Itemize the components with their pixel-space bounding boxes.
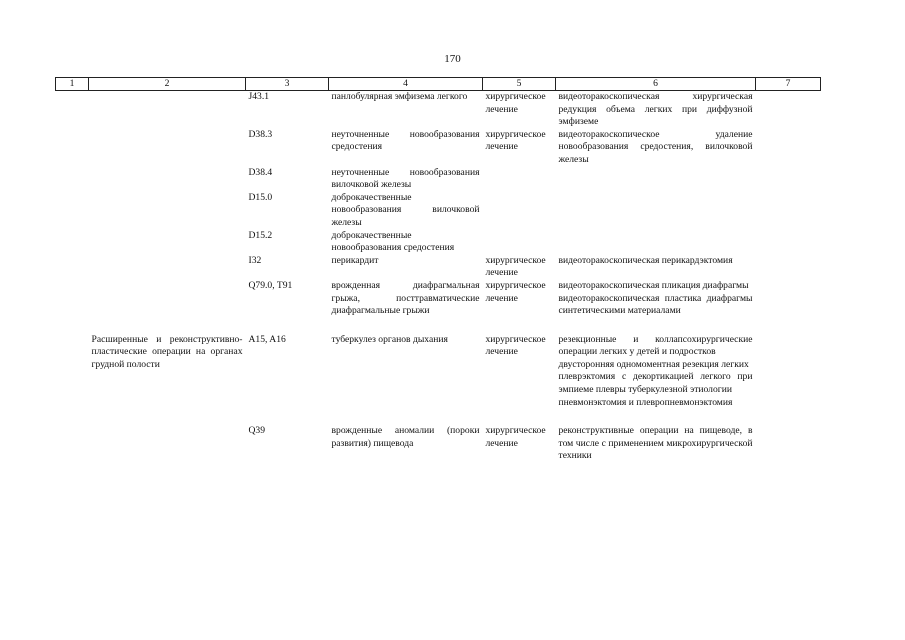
- method-item: видеоторакоскопическая перикардэктомия: [558, 254, 733, 266]
- treatment-cell: хирургическое лечение: [485, 279, 546, 304]
- row-spacer: [56, 409, 821, 425]
- column-header: 2: [89, 78, 246, 91]
- method-cell: [556, 129, 756, 167]
- table-row: [56, 334, 821, 410]
- group-cell: [89, 91, 246, 129]
- procedures-table: [55, 77, 821, 463]
- table-row: [56, 230, 821, 255]
- code-cell: I32: [248, 254, 262, 266]
- column-header: 5: [483, 78, 556, 91]
- treatment-cell: [483, 167, 556, 192]
- method-item: резекционные и коллапсохирургические операции легких у детей и подростков: [558, 333, 753, 358]
- diagnosis-cell: панлобулярная эмфизема легкого: [331, 91, 468, 102]
- group-cell: [89, 255, 246, 280]
- code-cell: D15.0: [248, 191, 273, 203]
- method-item: двусторонняя одномоментная резекция легких: [558, 358, 749, 370]
- table-header-row: [56, 78, 821, 91]
- code-cell: Q79.0, T91: [248, 279, 293, 291]
- group-cell: [89, 280, 246, 318]
- method-cell: [556, 280, 756, 318]
- diagnosis-cell: туберкулез органов дыхания: [331, 333, 448, 345]
- column-header: 1: [56, 78, 89, 91]
- group-cell: [89, 230, 246, 255]
- group-cell: [89, 192, 246, 230]
- column-header: 7: [756, 78, 821, 91]
- group-cell: [89, 167, 246, 192]
- treatment-cell: [483, 230, 556, 255]
- method-item: видеоторакоскопическое удаление новообразования средостения, вилочковой железы: [558, 128, 753, 165]
- diagnosis-cell: неуточненные новообразования вилочковой железы: [331, 166, 480, 191]
- diagnosis-cell: врожденная диафрагмальная грыжа, посттравматические диафрагмальные грыжи: [331, 279, 480, 317]
- column-header: 4: [329, 78, 483, 91]
- method-item: видеоторакоскопическая пликация диафрагмы: [558, 279, 749, 291]
- column-header: 6: [556, 78, 756, 91]
- page-number: 170: [444, 53, 461, 65]
- treatment-cell: хирургическое лечение: [485, 128, 546, 153]
- table-row: [56, 167, 821, 192]
- table-row: [56, 255, 821, 280]
- code-cell: J43.1: [248, 91, 270, 102]
- table-row: [56, 425, 821, 463]
- column-header: 3: [246, 78, 329, 91]
- treatment-cell: хирургическое лечение: [485, 254, 546, 279]
- table-row: [56, 129, 821, 167]
- method-cell: [556, 425, 756, 463]
- method-item: видеоторакоскопическая хирургическая редукция объема легких при диффузной эмфиземе: [558, 91, 753, 128]
- diagnosis-cell: доброкачественные новообразования вилочковой железы: [331, 191, 480, 228]
- code-cell: Q39: [248, 425, 266, 437]
- diagnosis-cell: перикардит: [331, 254, 379, 266]
- treatment-cell: хирургическое лечение: [485, 333, 546, 358]
- method-cell: [556, 91, 756, 129]
- method-cell: [556, 192, 756, 230]
- group-cell: Расширенные и реконструктивно-пластические операции на органах грудной полости: [91, 333, 243, 370]
- method-item: плеврэктомия с декортикацией легкого при эмпиеме плевры туберкулезной этиологии: [558, 371, 753, 396]
- row-spacer: [56, 318, 821, 334]
- code-cell: D15.2: [248, 229, 273, 241]
- method-item: видеоторакоскопическая пластика диафрагмы синтетическими материалами: [558, 292, 753, 317]
- code-cell: D38.3: [248, 128, 273, 140]
- table-row: [56, 91, 821, 129]
- table-row: [56, 192, 821, 230]
- method-item: пневмонэктомия и плевропневмонэктомия: [558, 396, 733, 408]
- code-cell: A15, A16: [248, 333, 286, 345]
- diagnosis-cell: врожденные аномалии (пороки развития) пищевода: [331, 425, 480, 449]
- code-cell: D38.4: [248, 166, 273, 178]
- group-cell: [89, 129, 246, 167]
- method-cell: [556, 167, 756, 192]
- method-cell: [556, 230, 756, 255]
- treatment-cell: [483, 192, 556, 230]
- treatment-cell: хирургическое лечение: [485, 91, 546, 115]
- method-item: реконструктивные операции на пищеводе, в том числе с применением микрохирургической техники: [558, 425, 753, 462]
- group-cell: [89, 425, 246, 463]
- method-cell: [556, 255, 756, 280]
- treatment-cell: хирургическое лечение: [485, 425, 546, 449]
- method-cell: [556, 334, 756, 410]
- diagnosis-cell: доброкачественные новообразования средостения: [331, 229, 455, 254]
- diagnosis-cell: неуточненные новообразования средостения: [331, 128, 480, 153]
- table-row: [56, 280, 821, 318]
